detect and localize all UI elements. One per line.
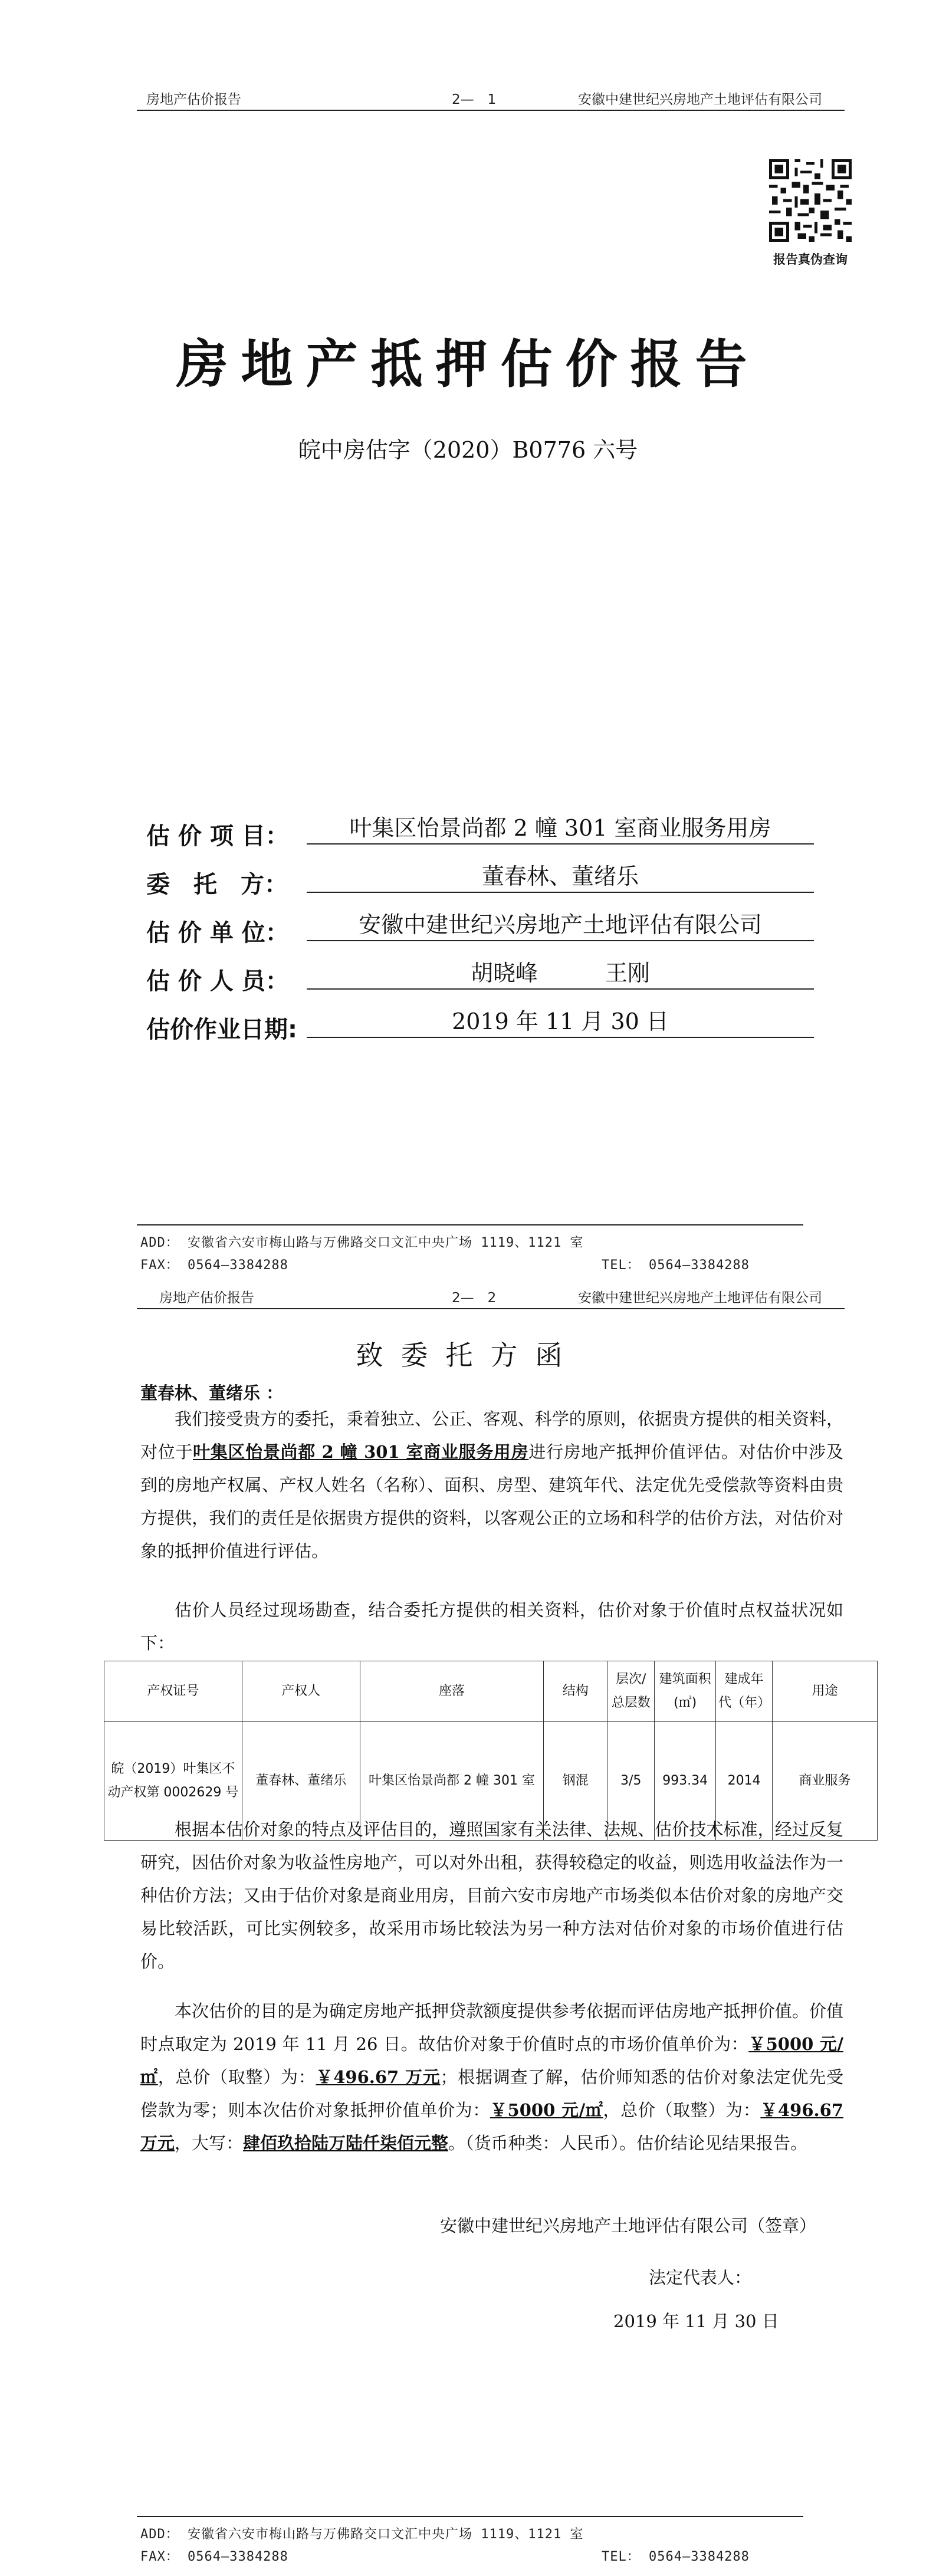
page2-header-right: 安徽中建世纪兴房地产土地评估有限公司 (578, 1290, 822, 1306)
table-cell-year: 2014 (716, 1722, 773, 1841)
info-value-appraisers: 胡晓峰 王刚 (307, 959, 814, 990)
paragraph-4-text-i: ，大写： (175, 2133, 244, 2153)
page1-footer-fax: FAX： 0564—3384288 (140, 1258, 288, 1273)
signature-legal-rep: 法定代表人： (649, 2268, 752, 2288)
mortgage-total-capital: 肆佰玖拾陆万陆仟柒佰元整 (243, 2133, 449, 2153)
info-value-agency: 安徽中建世纪兴房地产土地评估有限公司 (307, 911, 814, 941)
page1-footer-rule (137, 1224, 803, 1225)
info-label-agency: 估 价 单 位： (146, 919, 289, 947)
paragraph-1-text-c: 进行房地产抵押价值评估。对估价中涉及到的房地产权属、产权人姓名（名称）、面积、房型、建筑年代、法定优先受偿款等资料由贵方提供，我们的责任是依据贵方提供的资料，以客观公正的立场和科学的估价方法，对估价对象的抵押价值进行评估。 (140, 1442, 843, 1561)
page2-footer-fax: FAX： 0564—3384288 (140, 2549, 288, 2564)
qr-code-icon (769, 159, 852, 242)
table-header-cell: 层次/总层数 (607, 1661, 655, 1722)
info-label-client: 委 托 方： (146, 871, 288, 898)
info-value-client: 董春林、董绪乐 (307, 862, 814, 893)
info-value-date: 2019 年 11 月 30 日 (307, 1007, 814, 1038)
letter-paragraph-1 (140, 1402, 843, 1568)
table-header-cell: 结构 (544, 1661, 607, 1722)
report-code: 皖中房估字（2020）B0776 六号 (298, 437, 638, 463)
table-cell-owner: 董春林、董绪乐 (242, 1722, 360, 1841)
table-header-cell: 产权证号 (104, 1661, 242, 1722)
info-label-project: 估 价 项 目： (146, 823, 289, 850)
paragraph-4-text-a: 本次估价的目的是为确定房地产抵押贷款额度提供参考依据而评估房地产抵押价值。价值时点取定为 2019 年 11 月 26 日。故估价对象于价值时点的市场价值单价为： (140, 2001, 843, 2054)
page1-footer-address: ADD： 安徽省六安市梅山路与万佛路交口文汇中央广场 1119、1121 室 (140, 1236, 584, 1250)
paragraph-4-text-e: ；根据调查了解，估价师知悉的估价对象法定优先受偿款为零；则本次估价对象抵押价值单价为： (140, 2067, 843, 2120)
table-header-cell: 建筑面积(㎡) (655, 1661, 716, 1722)
signature-date: 2019 年 11 月 30 日 (613, 2311, 779, 2331)
table-cell-area: 993.34 (655, 1722, 716, 1841)
mortgage-total-price: ￥496.67 万元 (140, 2100, 843, 2153)
table-header-row (104, 1661, 878, 1722)
paragraph-4-text-g: ，总价（取整）为： (603, 2100, 761, 2120)
page1-header-right: 安徽中建世纪兴房地产土地评估有限公司 (578, 92, 822, 107)
qr-caption: 报告真伪查询 (773, 252, 848, 267)
paragraph-1-property: 叶集区怡景尚都 2 幢 301 室商业服务用房 (193, 1442, 529, 1462)
letter-salutation: 董春林、董绪乐 ： (140, 1383, 284, 1403)
page2-footer-rule (137, 2516, 803, 2517)
info-label-appraisers: 估 价 人 员： (146, 968, 289, 995)
table-header-cell: 产权人 (242, 1661, 360, 1722)
market-total-price: ￥496.67 万元 (316, 2067, 441, 2087)
table-header-cell: 座落 (360, 1661, 544, 1722)
paragraph-1-text-a: 我们接受贵方的委托，秉着独立、公正、客观、科学的原则，依据贵方提供的相关资料，对位于 (140, 1409, 843, 1462)
table-cell-location: 叶集区怡景尚都 2 幢 301 室 (360, 1722, 544, 1841)
page1-footer-tel: TEL： 0564—3384288 (602, 1258, 750, 1273)
page2-header-page: 2— 2 (452, 1290, 497, 1306)
table-cell-usage: 商业服务 (773, 1722, 878, 1841)
page2-footer-tel: TEL： 0564—3384288 (602, 2549, 750, 2564)
page2-header-left: 房地产估价报告 (159, 1290, 254, 1306)
paragraph-4-text-k: 。（货币种类：人民币）。估价结论见结果报告。 (448, 2133, 808, 2153)
page1-header-rule (137, 110, 845, 111)
letter-title: 致委托方函 (356, 1339, 580, 1371)
page2-footer-address: ADD： 安徽省六安市梅山路与万佛路交口文汇中央广场 1119、1121 室 (140, 2527, 584, 2542)
signature-company: 安徽中建世纪兴房地产土地评估有限公司（签章） (440, 2216, 817, 2236)
table-cell-floor: 3/5 (607, 1722, 655, 1841)
page1-header-page: 2— 1 (452, 92, 497, 107)
report-title: 房地产抵押估价报告 (176, 334, 760, 395)
letter-paragraph-4 (140, 1995, 843, 2160)
market-unit-price: ￥5000 元/㎡ (140, 2034, 843, 2087)
letter-paragraph-2: 估价人员经过现场勘查，结合委托方提供的相关资料，估价对象于价值时点权益状况如下： (140, 1600, 843, 1653)
paragraph-4-text-c: ，总价（取整）为： (157, 2067, 316, 2087)
table-cell-structure: 钢混 (544, 1722, 607, 1841)
info-value-project: 叶集区怡景尚都 2 幢 301 室商业服务用房 (307, 814, 814, 845)
info-label-date: 估价作业日期: (146, 1016, 297, 1043)
page1-header-left: 房地产估价报告 (146, 92, 241, 107)
table-cell-certificate: 皖（2019）叶集区不动产权第 0002629 号 (104, 1722, 242, 1841)
page2-header-rule (137, 1308, 845, 1309)
table-header-cell: 建成年代（年） (716, 1661, 773, 1722)
letter-paragraph-3: 根据本估价对象的特点及评估目的，遵照国家有关法律、法规、估价技术标准，经过反复研究，因估价对象为收益性房地产，可以对外出租，获得较稳定的收益，则选用收益法作为一种估价方法；又由于估价对象是商业用房，目前六安市房地产市场类似本估价对象的房地产交易比较活跃，可比实例较多，故采用市场比较法为另一种方法对估价对象的市场价值进行估价。 (140, 1819, 843, 1972)
table-header-cell: 用途 (773, 1661, 878, 1722)
mortgage-unit-price: ￥5000 元/㎡ (490, 2100, 603, 2120)
